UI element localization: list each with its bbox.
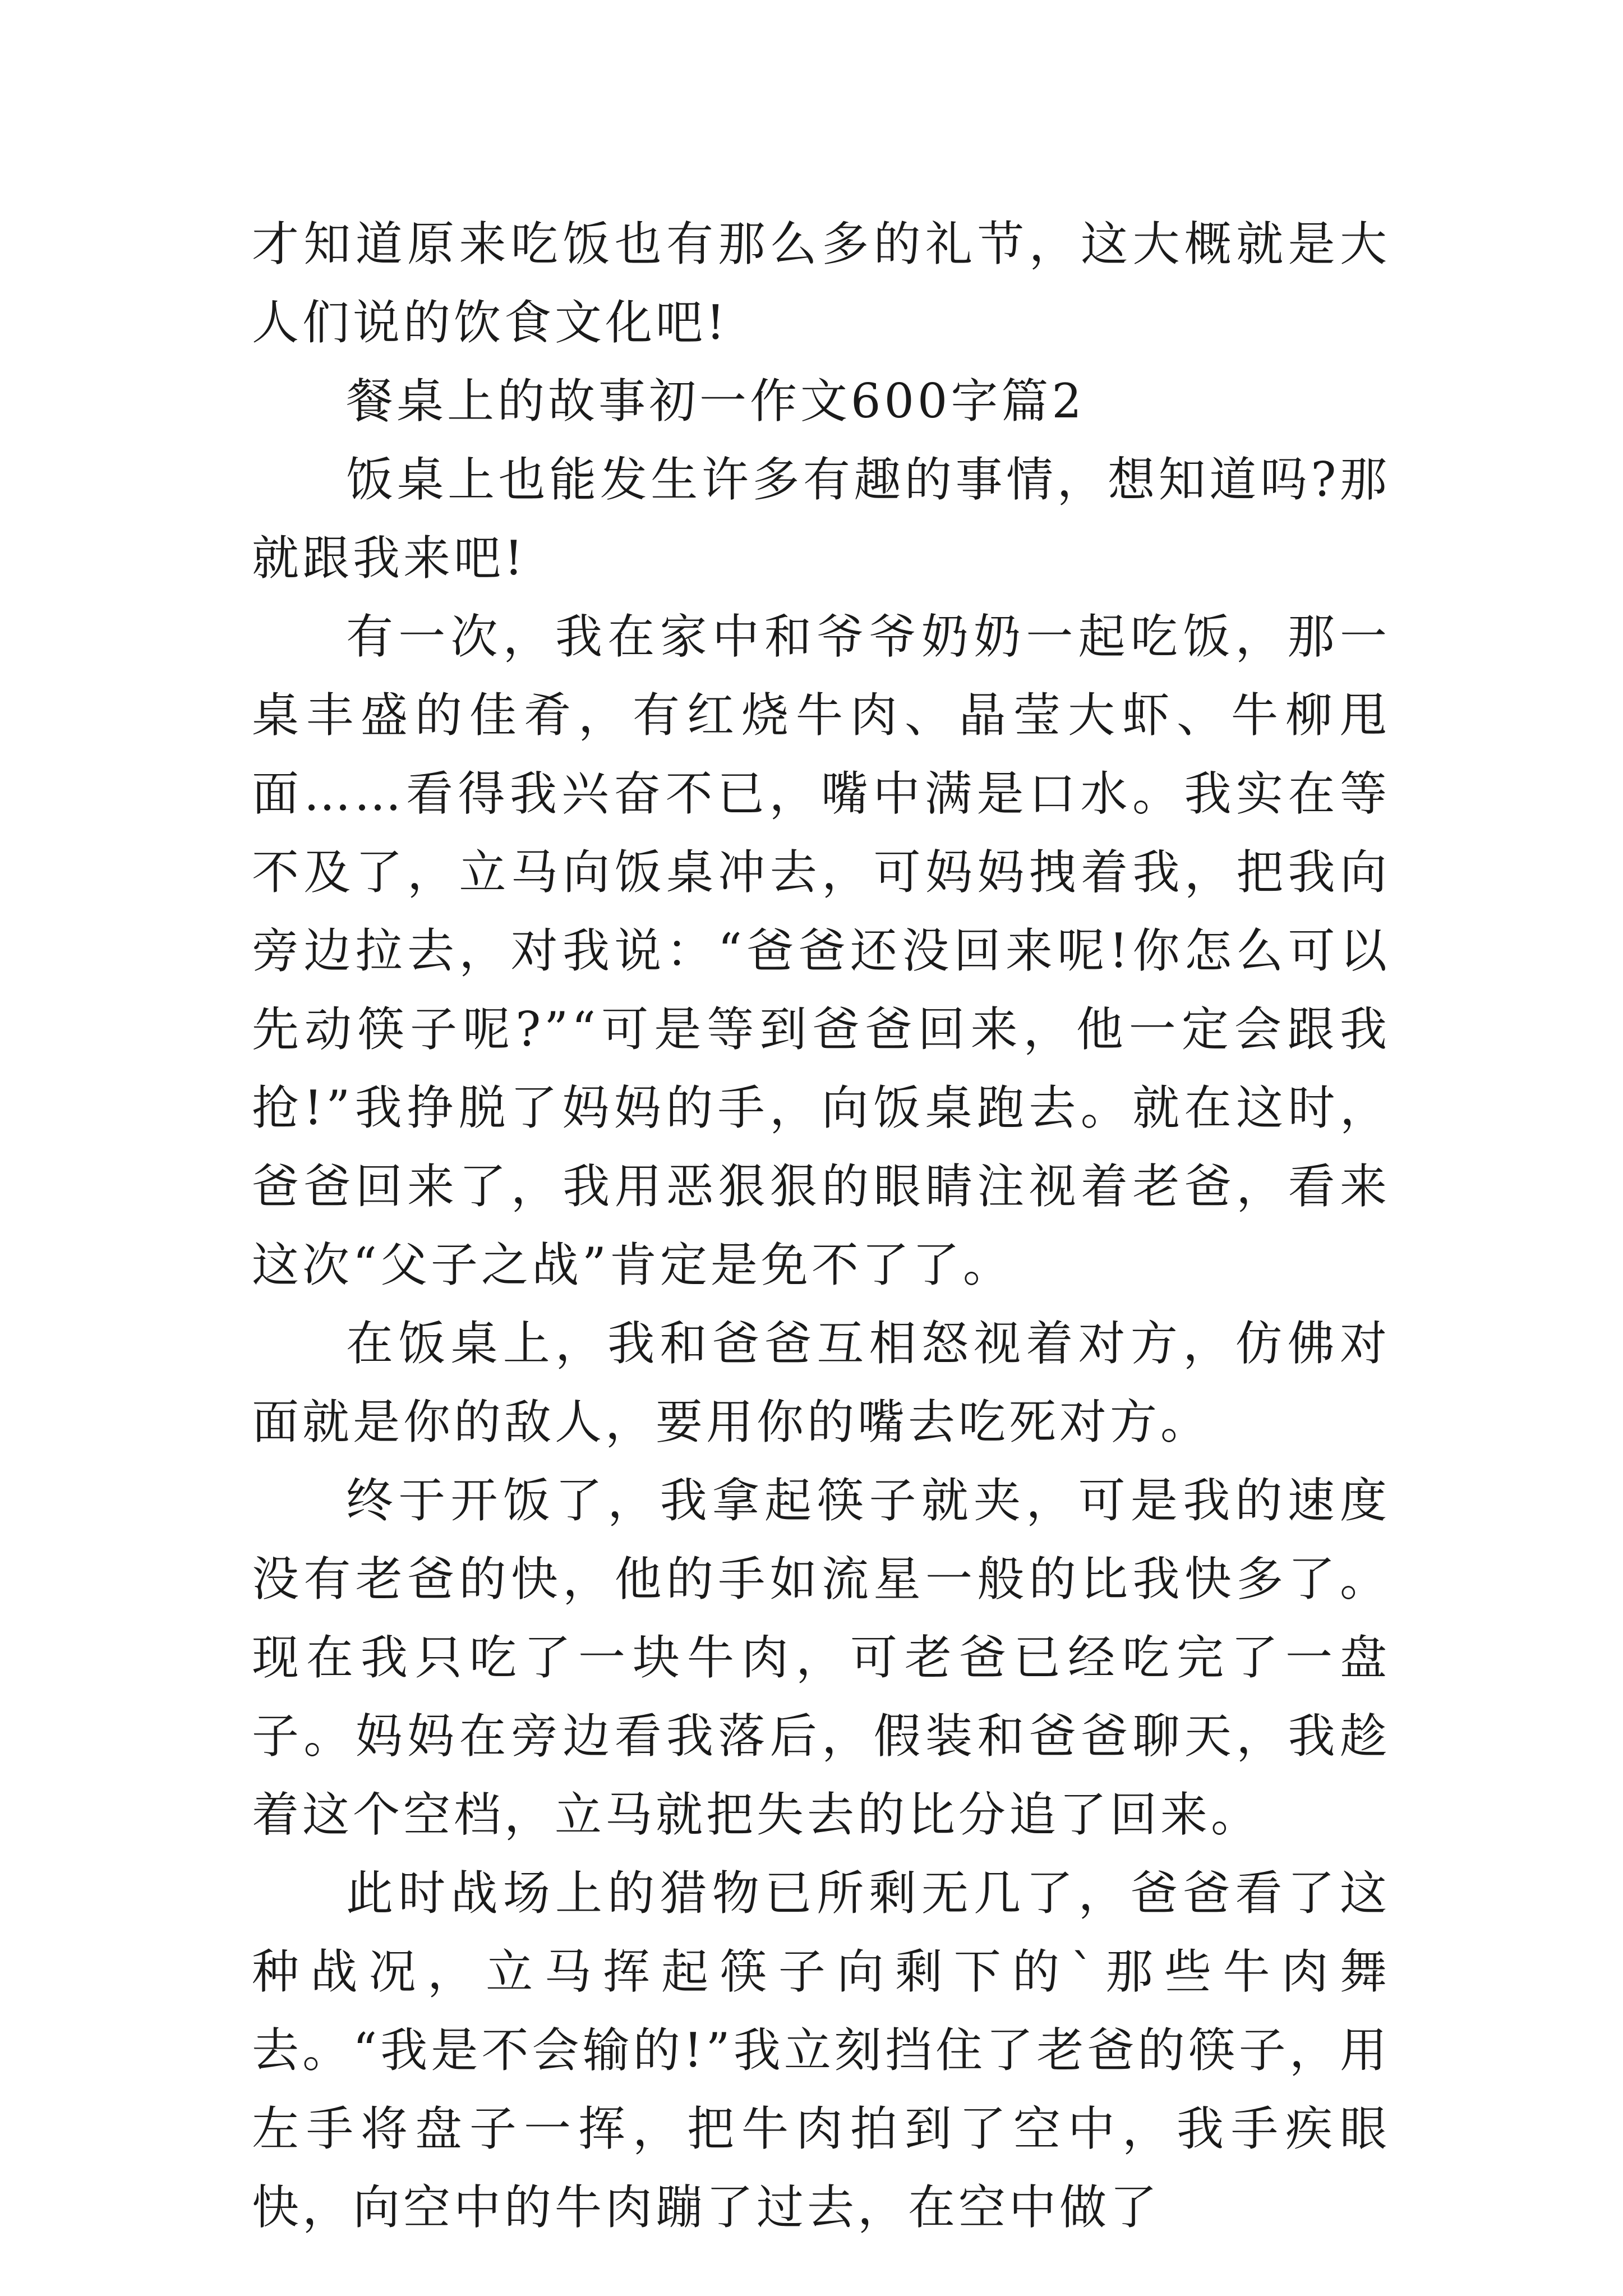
body-paragraph-3: 在饭桌上，我和爸爸互相怒视着对方，仿佛对面就是你的敌人，要用你的嘴去吃死对方。 (252, 1316, 1390, 1450)
section-heading: 餐桌上的故事初一作文600字篇2 (346, 374, 1085, 429)
continuation-paragraph: 才知道原来吃饭也有那么多的礼节，这大概就是大人们说的饮食文化吧! (252, 217, 1390, 350)
document-body (252, 205, 1390, 2247)
body-paragraph-4: 终于开饭了，我拿起筷子就夹，可是我的速度没有老爸的快，他的手如流星一般的比我快多了。现在我只吃了一块牛肉，可老爸已经吃完了一盘子。妈妈在旁边看我落后，假装和爸爸聊天，我趁着这个空档，立马就把失去的比分追了回来。 (252, 1473, 1390, 1842)
body-paragraph-2: 有一次，我在家中和爷爷奶奶一起吃饭，那一桌丰盛的佳肴，有红烧牛肉、晶莹大虾、牛柳甩面……看得我兴奋不已，嘴中满是口水。我实在等不及了，立马向饭桌冲去，可妈妈拽着我，把我向旁边拉去，对我说：“爸爸还没回来呢!你怎么可以先动筷子呢?”“可是等到爸爸回来，他一定会跟我抢!”我挣脱了妈妈的手，向饭桌跑去。就在这时，爸爸回来了，我用恶狠狠的眼睛注视着老爸，看来这次“父子之战”肯定是免不了了。 (252, 609, 1390, 1292)
body-paragraph-5: 此时战场上的猎物已所剩无几了，爸爸看了这种战况，立马挥起筷子向剩下的`那些牛肉舞去。“我是不会输的!”我立刻挡住了老爸的筷子，用左手将盘子一挥，把牛肉拍到了空中，我手疾眼快，向空中的牛肉蹦了过去，在空中做了 (252, 1866, 1390, 2235)
body-paragraph-1: 饭桌上也能发生许多有趣的事情，想知道吗?那就跟我来吧! (252, 452, 1390, 586)
